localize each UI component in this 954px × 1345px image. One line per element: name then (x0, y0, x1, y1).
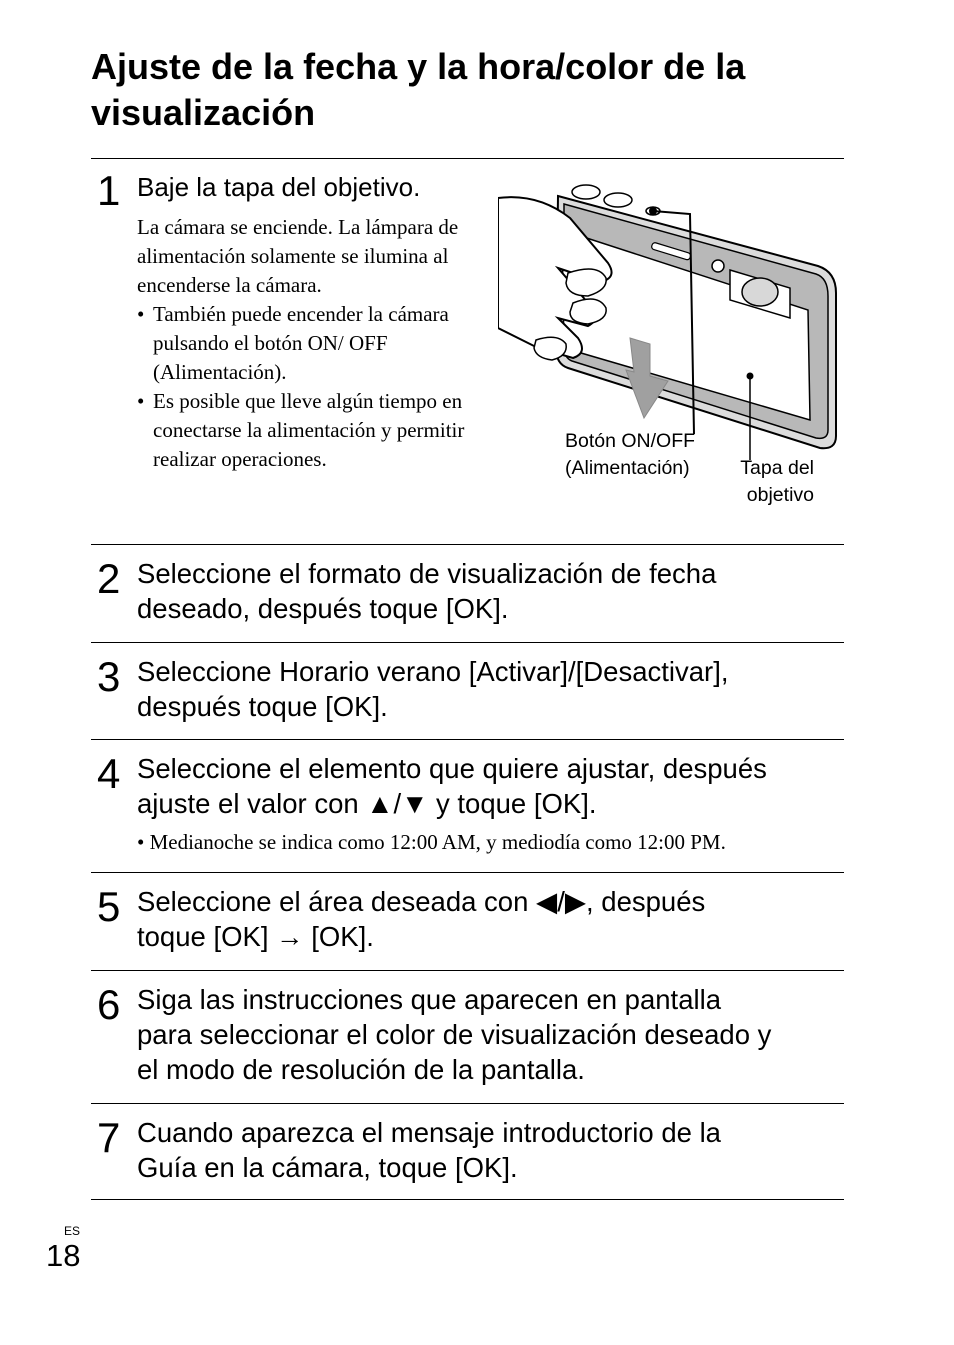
down-triangle-icon: ▼ (401, 788, 429, 819)
bullet-dot: • (137, 830, 150, 854)
text-line: Siga las instrucciones que aparecen en pantalla (137, 984, 721, 1015)
step-7-text (137, 1115, 721, 1185)
step-number-5: 5 (97, 883, 121, 930)
divider (91, 544, 844, 545)
text-fragment: , después (586, 886, 706, 917)
text-line (137, 786, 767, 821)
text-line (137, 884, 705, 919)
step-2-text (137, 556, 716, 626)
step-1-bullets (137, 300, 467, 474)
step-1-description: La cámara se enciende. La lámpara de alimentación solamente se ilumina al encenderse la cámara. (137, 215, 459, 297)
text-line: después toque [OK]. (137, 691, 388, 722)
text-fragment: toque [OK] (137, 921, 277, 952)
text-line: el modo de resolución de la pantalla. (137, 1054, 585, 1085)
language-code: ES (64, 1224, 81, 1238)
label-line: Tapa del (740, 457, 814, 479)
step-1-heading: Baje la tapa del objetivo. (137, 172, 421, 202)
step-number-6: 6 (97, 981, 121, 1028)
divider (91, 1199, 844, 1200)
page-number: 18 (46, 1238, 81, 1273)
up-triangle-icon: ▲ (366, 788, 394, 819)
text-line: Guía en la cámara, toque [OK]. (137, 1152, 518, 1183)
right-arrow-icon: → (276, 921, 304, 952)
divider (91, 739, 844, 740)
label-on-off-button (565, 428, 695, 482)
divider (91, 158, 844, 159)
text-line: Seleccione el formato de visualización de fecha (137, 558, 717, 589)
bullet-item: • También puede encender la cámara pulsando el botón ON/ OFF (Alimentación). (137, 300, 467, 387)
step-number-7: 7 (97, 1114, 121, 1161)
bullet-item: • Es posible que lleve algún tiempo en conectarse la alimentación y permitir realizar operaciones. (137, 387, 467, 474)
text-fragment: y toque [OK]. (428, 788, 597, 819)
label-lens-cover (724, 455, 814, 509)
divider (91, 1103, 844, 1104)
text-line: para seleccionar el color de visualización deseado y (137, 1019, 772, 1050)
label-line: (Alimentación) (565, 457, 690, 479)
step-number-1: 1 (97, 167, 121, 214)
step-1-body (137, 213, 467, 474)
divider (91, 872, 844, 873)
text-line: Seleccione Horario verano [Activar]/[Desactivar], (137, 656, 729, 687)
text-fragment: / (557, 886, 565, 917)
text-fragment: Seleccione el área deseada con (137, 886, 537, 917)
text-line: Seleccione el elemento que quiere ajustar, después (137, 753, 767, 784)
note-text: Medianoche se indica como 12:00 AM, y mediodía como 12:00 PM. (149, 830, 726, 854)
label-line: objetivo (746, 484, 814, 506)
step-6-text (137, 982, 771, 1087)
label-line: Botón ON/OFF (565, 430, 696, 452)
step-4-text (137, 751, 767, 821)
step-4-note (137, 828, 726, 857)
step-number-2: 2 (97, 555, 121, 602)
left-triangle-icon: ◀ (536, 886, 558, 917)
step-5-text (137, 884, 705, 954)
divider (91, 642, 844, 643)
text-line (137, 919, 705, 954)
step-3-text (137, 654, 729, 724)
text-line: deseado, después toque [OK]. (137, 593, 509, 624)
page-title: Ajuste de la fecha y la hora/color de la visualización (91, 46, 746, 133)
step-number-4: 4 (97, 750, 121, 797)
text-line: Cuando aparezca el mensaje introductorio de la (137, 1117, 721, 1148)
step-number-3: 3 (97, 653, 121, 700)
text-fragment: / (393, 788, 402, 819)
text-fragment: ajuste el valor con (137, 788, 367, 819)
right-triangle-icon: ▶ (564, 886, 586, 917)
text-fragment: [OK]. (303, 921, 374, 952)
divider (91, 970, 844, 971)
